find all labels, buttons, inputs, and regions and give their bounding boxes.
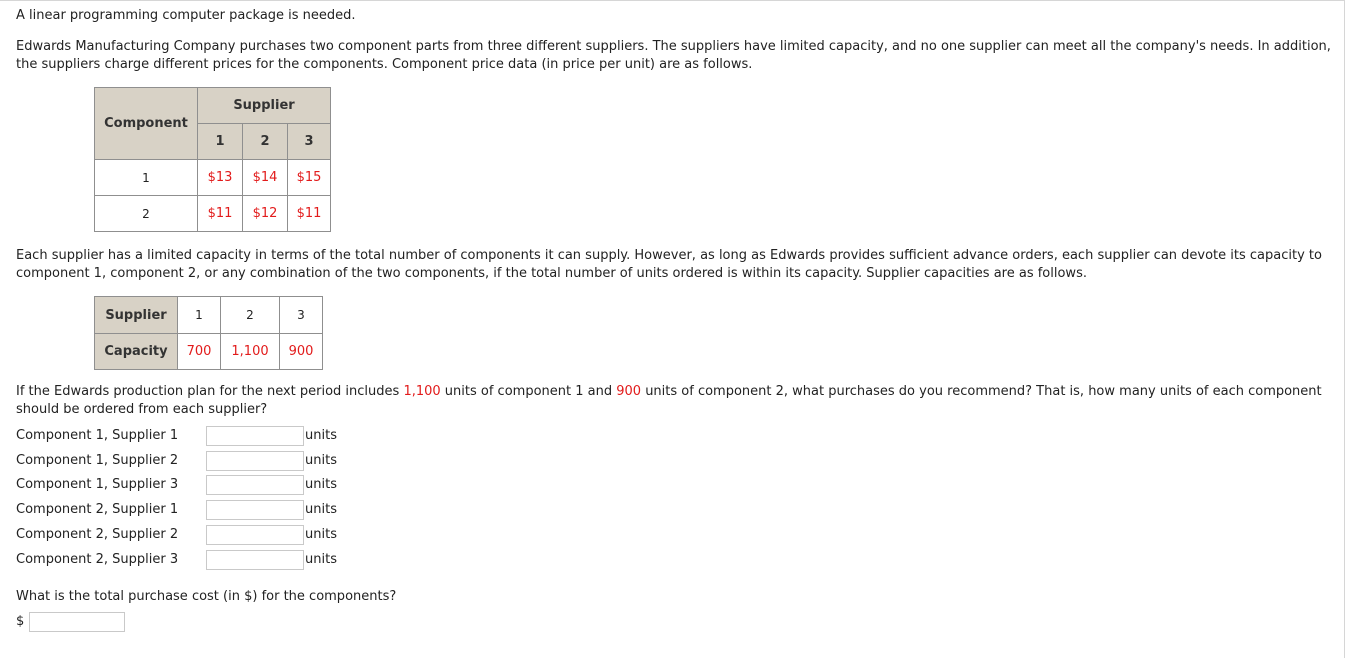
price-cell: $15 [288,160,331,196]
capacity-value: 1,100 [221,334,280,370]
capacity-value: 900 [280,334,323,370]
answer-input[interactable] [206,426,304,446]
capacity-row-label: Capacity [95,334,178,370]
unit-label: units [305,428,337,443]
cost-question: What is the total purchase cost (in $) for the components? [16,589,397,604]
supplier-col-1: 1 [198,124,243,160]
capacity-value: 700 [178,334,221,370]
intro-text: A linear programming computer package is needed. [16,8,356,23]
answer-input[interactable] [206,451,304,471]
answer-label: Component 2, Supplier 3 [16,552,179,567]
supplier-row-label: Supplier [95,297,178,334]
supplier-number: 2 [221,297,280,334]
answer-input[interactable] [206,550,304,570]
price-cell: $13 [198,160,243,196]
unit-label: units [305,502,337,517]
dollar-sign: $ [16,614,25,629]
component-row-label: 2 [95,196,198,232]
price-cell: $11 [198,196,243,232]
unit-label: units [305,552,337,567]
answer-label: Component 2, Supplier 2 [16,527,179,542]
unit-label: units [305,477,337,492]
answer-input[interactable] [206,475,304,495]
unit-label: units [305,453,337,468]
supplier-col-3: 3 [288,124,331,160]
total-cost-input[interactable] [29,612,125,632]
question-text [16,383,1335,419]
supplier-col-2: 2 [243,124,288,160]
price-table [94,87,331,232]
question-part: units of component 2, what purchases do you recommend? That is, how many units of each component should be ordered from each supplier? [16,384,1322,417]
supplier-header: Supplier [198,88,331,124]
answer-input[interactable] [206,525,304,545]
answer-label: Component 2, Supplier 1 [16,502,179,517]
question-part: If the Edwards production plan for the next period includes [16,384,404,399]
answer-input[interactable] [206,500,304,520]
supplier-number: 1 [178,297,221,334]
unit-label: units [305,527,337,542]
answer-label: Component 1, Supplier 2 [16,453,179,468]
price-cell: $14 [243,160,288,196]
supplier-number: 3 [280,297,323,334]
problem-description: Edwards Manufacturing Company purchases two component parts from three different suppliers. The suppliers have limited capacity, and no one supplier can meet all the company's needs. In addition, the suppliers charge different prices for the components. Component price data (in price per unit) are as follows. [16,39,1331,72]
component-header: Component [95,88,198,160]
answer-label: Component 1, Supplier 3 [16,477,179,492]
component2-quantity: 900 [616,384,642,399]
price-cell: $12 [243,196,288,232]
answer-label: Component 1, Supplier 1 [16,428,179,443]
price-cell: $11 [288,196,331,232]
component1-quantity: 1,100 [403,384,441,399]
component-row-label: 1 [95,160,198,196]
capacity-table [94,296,323,370]
question-part: units of component 1 and [440,384,617,399]
capacity-description: Each supplier has a limited capacity in terms of the total number of components it can supply. However, as long as Edwards provides sufficient advance orders, each supplier can devote its capacity to component 1, component 2, or any combination of the two components, if the total number of units ordered is within its capacity. Supplier capacities are as follows. [16,248,1322,281]
